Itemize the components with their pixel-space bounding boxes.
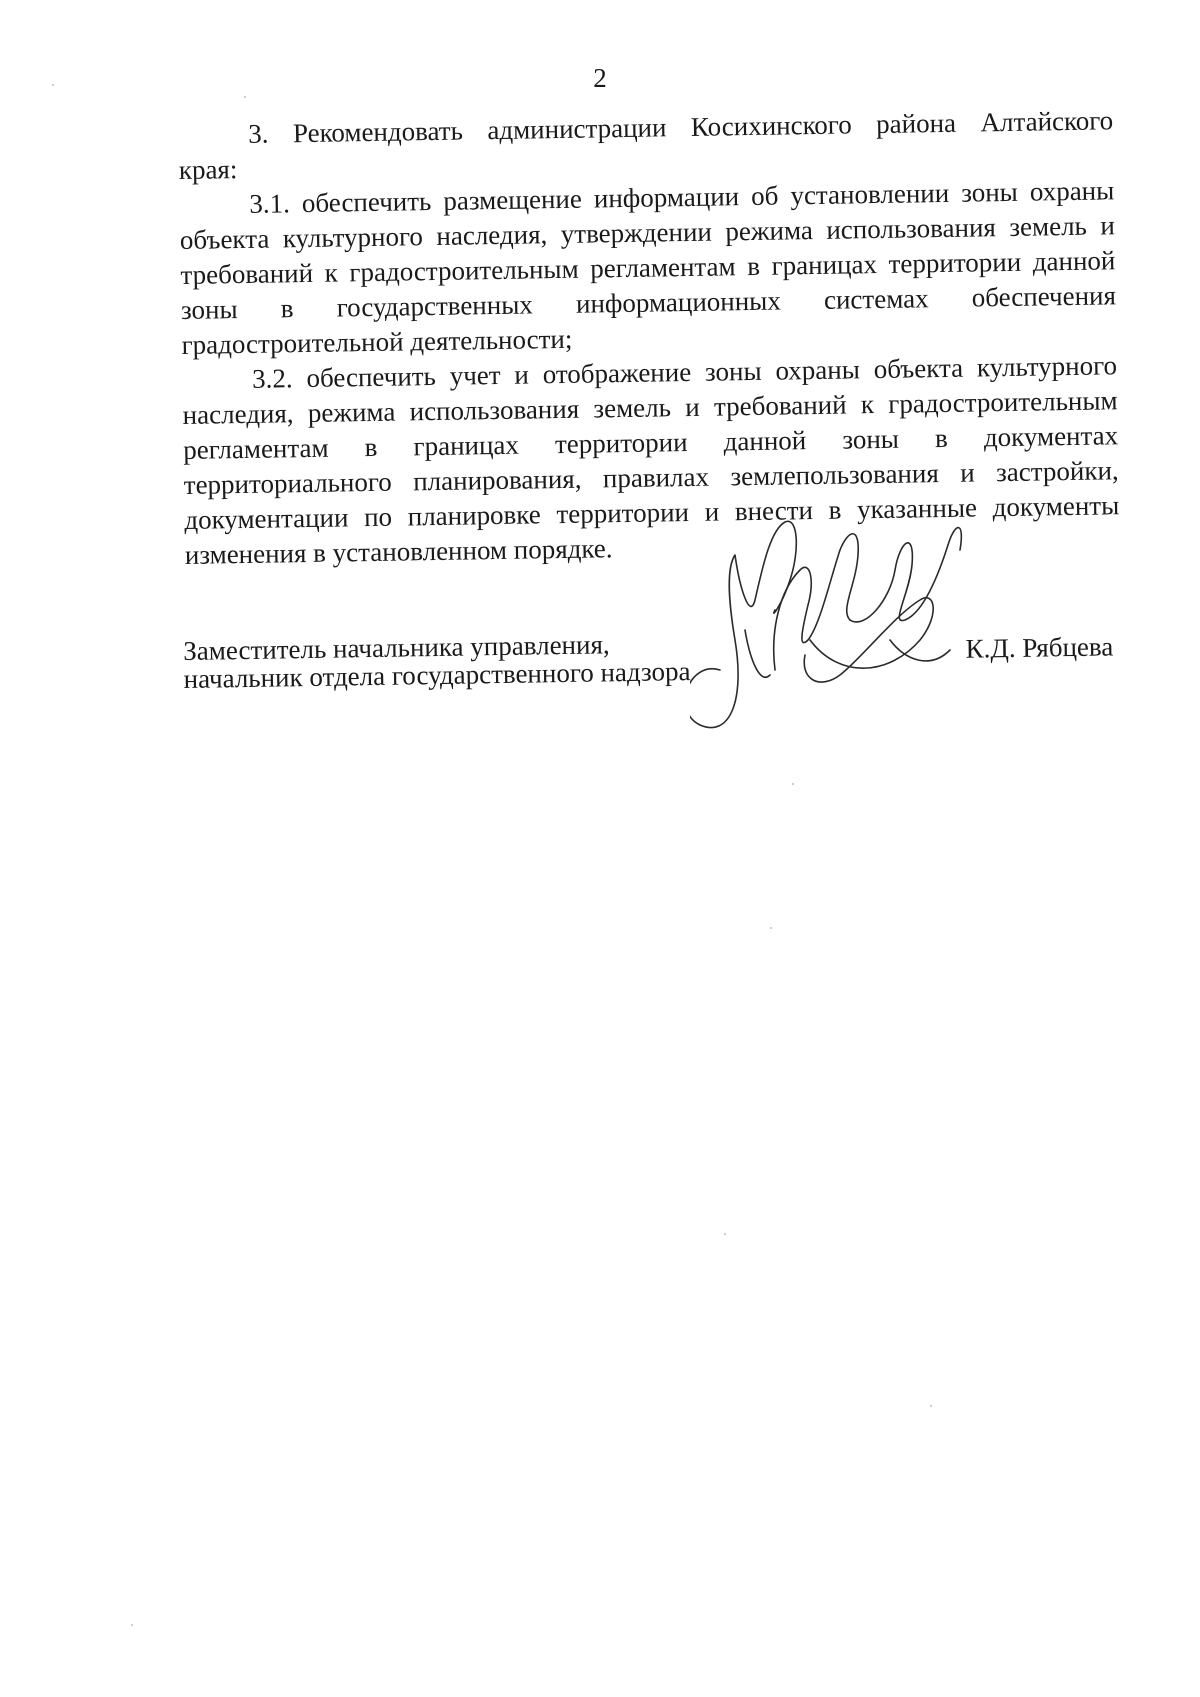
scan-speck xyxy=(724,1233,726,1235)
signer-title-line-2: начальник отдела государственного надзора xyxy=(183,656,691,694)
scan-speck xyxy=(792,783,794,785)
signer-title-line-1: Заместитель начальника управления, xyxy=(182,629,610,666)
scan-speck xyxy=(770,927,772,929)
paragraph-3-1: 3.1. обеспечить размещение информации об установлении зоны охраны объекта культурного наследия, утверждении режима использования земель и требований к градостроительным регламентам в границах территории данной зоны в государственных информационных системах обеспечения градостроительной деятельности; xyxy=(179,175,1117,360)
document-body xyxy=(178,103,1120,573)
scan-speck xyxy=(930,1405,932,1407)
scan-speck xyxy=(244,96,246,98)
scan-speck xyxy=(131,1624,133,1626)
scan-speck xyxy=(52,84,54,86)
paragraph-3: 3. Рекомендовать администрации Косихинского района Алтайского края: xyxy=(178,105,1114,185)
handwritten-signature xyxy=(690,510,980,735)
paragraph-3-2: 3.2. обеспечить учет и отображение зоны охраны объекта культурного наследия, режима использования земель и требований к градостроительным регламентам в границах территории данной зоны в документах территориального планирования, правилах землепользования и застройки, документации по планировке территории и внести в указанные документы изменения в установленном порядке. xyxy=(182,350,1120,570)
signer-name: К.Д. Рябцева xyxy=(965,631,1114,664)
page-number: 2 xyxy=(593,63,607,93)
signer-title xyxy=(183,628,744,693)
